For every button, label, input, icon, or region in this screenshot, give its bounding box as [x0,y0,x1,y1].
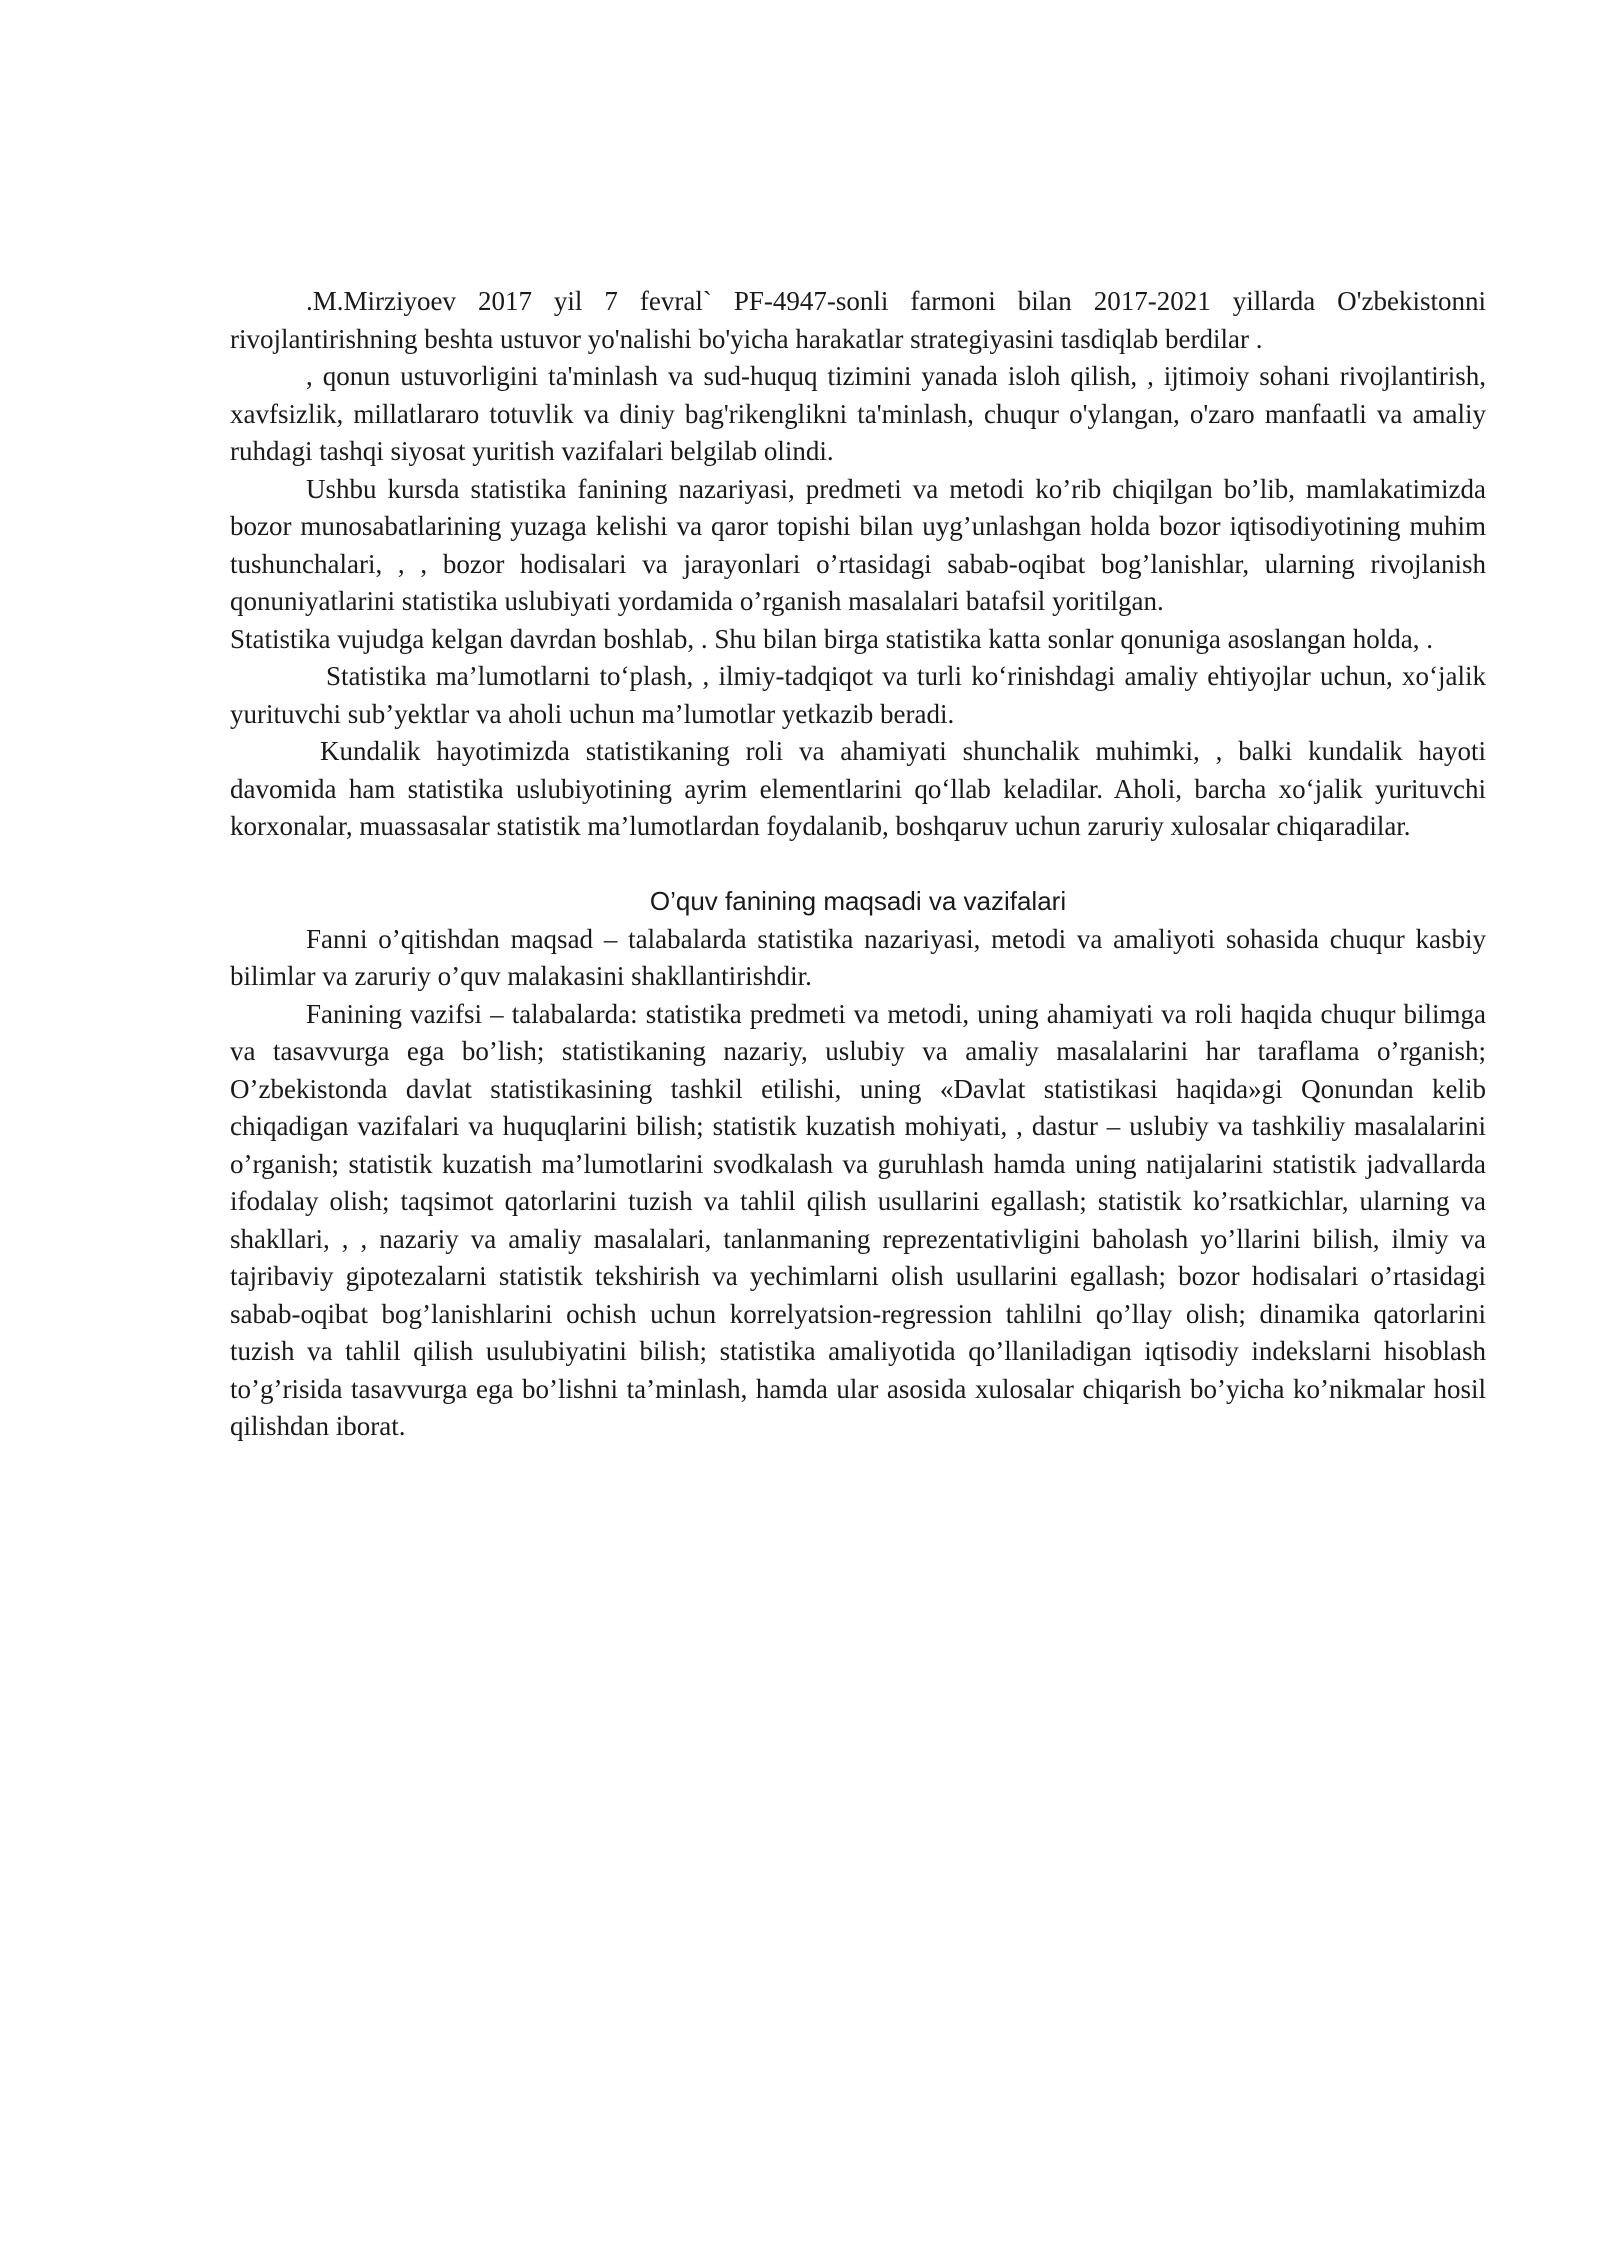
paragraph-priority-areas: , qonun ustuvorligini ta'minlash va sud-huquq tizimini yanada isloh qilish, , ijtimoiy sohani rivojlantirish, xavfsizlik, millatlararo totuvlik va diniy bag'rikenglikni ta'minlash, chuqur o'ylangan, o'zaro manfaatli va amaliy ruhdagi tashqi siyosat yuritish vazifalari belgilab olindi. [230,361,1486,466]
section-heading: O’quv fanining maqsadi va vazifalari [649,886,1067,916]
paragraph-statistics-data: Statistika ma’lumotlarni to‘plash, , ilmiy-tadqiqot va turli ko‘rinishdagi amaliy ehtiyojlar uchun, xo‘jalik yurituvchi sub’yektlar va aholi uchun ma’lumotlar yetkazib beradi. [230,661,1486,729]
paragraph-mirziyoev-decree: .M.Mirziyoev 2017 yil 7 fevral` PF-4947-sonli farmoni bilan 2017-2021 yillarda O'zbekistonni rivojlantirishning beshta ustuvor yo'nalishi bo'yicha harakatlar strategiyasini tasdiqlab berdilar . [230,286,1486,354]
paragraph-course-tasks: Fanining vazifsi – talabalarda: statistika predmeti va metodi, uning ahamiyati va roli haqida chuqur bilimga va tasavvurga ega bo’lish; statistikaning nazariy, uslubiy va amaliy masalalarini har taraflama o’rganish; O’zbekistonda davlat statistikasining tashkil etilishi, uning «Davlat statistikasi haqida»gi Qonundan kelib chiqadigan vazifalari va huquqlarini bilish; statistik kuzatish mohiyati, , dastur – uslubiy va tashkiliy masalalarini o’rganish; statistik kuzatish ma’lumotlarini svodkalash va guruhlash hamda uning natijalarini statistik jadvallarda ifodalay olish; taqsimot qatorlarini tuzish va tahlil qilish usullarini egallash; statistik ko’rsatkichlar, ularning va shakllari, , , nazariy va amaliy masalalari, tanlanmaning reprezentativligini baholash yo’llarini bilish, ilmiy va tajribaviy gipotezalarni statistik tekshirish va yechimlarni olish usullarini egallash; bozor hodisalari o’rtasidagi sabab-oqibat bog’lanishlarini ochish uchun korrelyatsion-regression tahlilni qo’llay olish; dinamika qatorlarini tuzish va tahlil qilish usulubiyatini bilish; statistika amaliyotida qo’llaniladigan iqtisodiy indekslarni hisoblash to’g’risida tasavvurga ega bo’lishni ta’minlash, hamda ular asosida xulosalar chiqarish bo’yicha ko’nikmalar hosil qilishdan iborat. [230,998,1486,1441]
paragraph-course-overview: Ushbu kursda statistika fanining nazariyasi, predmeti va metodi ko’rib chiqilgan bo’lib, mamlakatimizda bozor munosabatlarining yuzaga kelishi va qaror topishi bilan uyg’unlashgan holda bozor iqtisodiyotining muhim tushunchalari, , , bozor hodisalari va jarayonlari o’rtasidagi sabab-oqibat bog’lanishlar, ularning rivojlanish qonuniyatlarini statistika uslubiyati yordamida o’rganish masalalari batafsil yoritilgan. [230,473,1486,616]
paragraph-statistics-origin: Statistika vujudga kelgan davrdan boshlab, . Shu bilan birga statistika katta sonlar qonuniga asoslangan holda, . [230,623,1434,654]
paragraph-statistics-daily-life: Kundalik hayotimizda statistikaning roli va ahamiyati shunchalik muhimki, , balki kundalik hayoti davomida ham statistika uslubiyotining ayrim elementlarini qo‘llab keladilar. Aholi, barcha xo‘jalik yurituvchi korxonalar, muassasalar statistik ma’lumotlardan foydalanib, boshqaruv uchun zaruriy xulosalar chiqaradilar. [230,736,1486,841]
document-body [230,283,1486,1446]
blank-line [230,846,1486,884]
paragraph-course-goal: Fanni o’qitishdan maqsad – talabalarda statistika nazariyasi, metodi va amaliyoti sohasida chuqur kasbiy bilimlar va zaruriy o’quv malakasini shakllantirishdir. [230,923,1486,991]
